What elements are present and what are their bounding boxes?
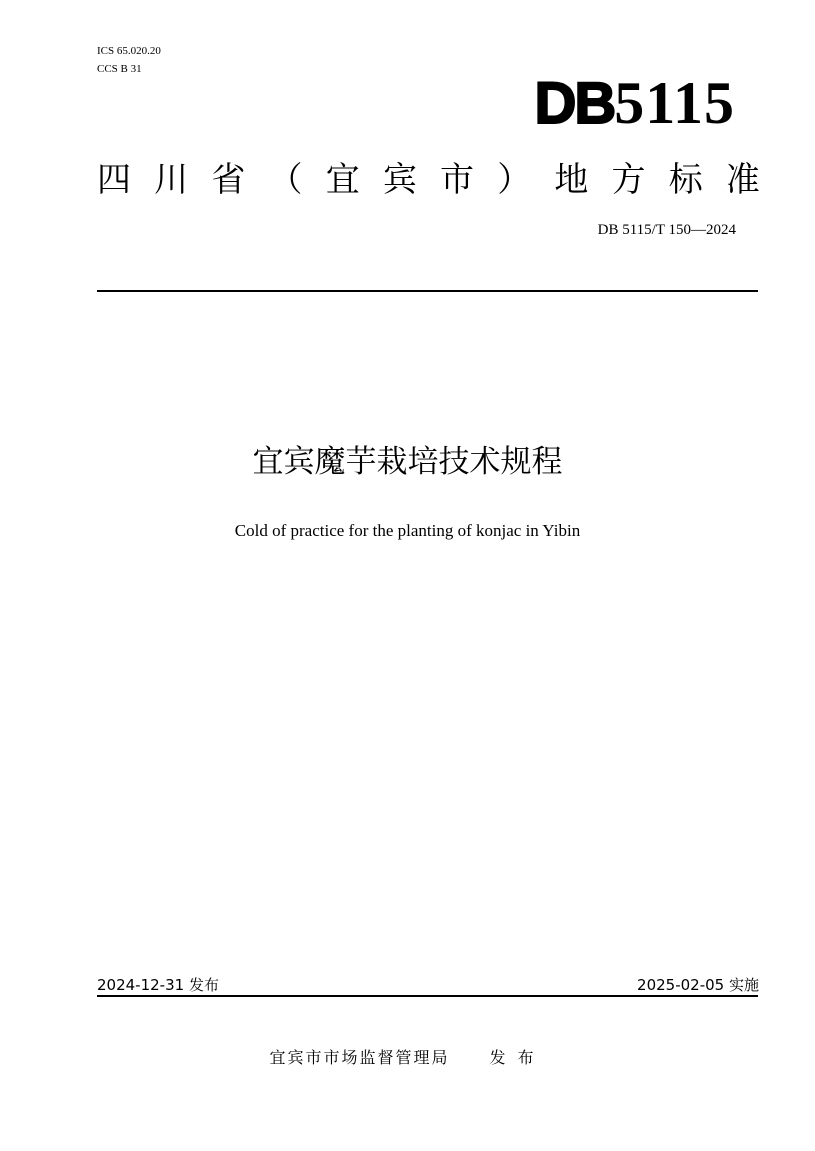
document-type-char: 地 [554, 160, 589, 200]
standard-logo [535, 70, 735, 137]
issuing-agency: 宜宾市市场监督管理局 [269, 1048, 450, 1067]
implementation-date: 2025-02-05 实施 [637, 976, 759, 994]
document-type-char: 川 [154, 160, 189, 200]
ccs-code: CCS B 31 [97, 63, 142, 75]
document-type-char: ） [497, 160, 532, 200]
document-type-char: 四 [97, 160, 131, 200]
document-type-char: （ [268, 160, 303, 200]
document-type-char: 省 [211, 160, 246, 200]
issue-date: 2024-12-31 发布 [97, 976, 219, 994]
footer-divider [97, 995, 758, 997]
header-divider [97, 290, 758, 292]
classification-codes [97, 42, 161, 78]
document-type-heading [97, 156, 760, 204]
document-type-char: 准 [725, 160, 760, 200]
standard-logo-code: 5115 [614, 70, 735, 136]
date-row [97, 975, 759, 995]
document-type-char: 宜 [325, 160, 360, 200]
title-chinese: 宜宾魔芋栽培技术规程 [252, 444, 563, 480]
ics-code: ICS 65.020.20 [97, 45, 161, 57]
standard-number: DB 5115/T 150—2024 [597, 222, 736, 238]
document-type-char: 宾 [382, 160, 417, 200]
standard-logo-prefix: DB [534, 71, 615, 136]
document-type-char: 标 [668, 160, 703, 200]
document-type-char: 市 [440, 160, 475, 200]
issuer-line [0, 1046, 815, 1070]
title-english: Cold of practice for the planting of konjac in Yibin [234, 521, 581, 540]
issuer-action: 发布 [489, 1048, 546, 1067]
document-type-char: 方 [611, 160, 646, 200]
